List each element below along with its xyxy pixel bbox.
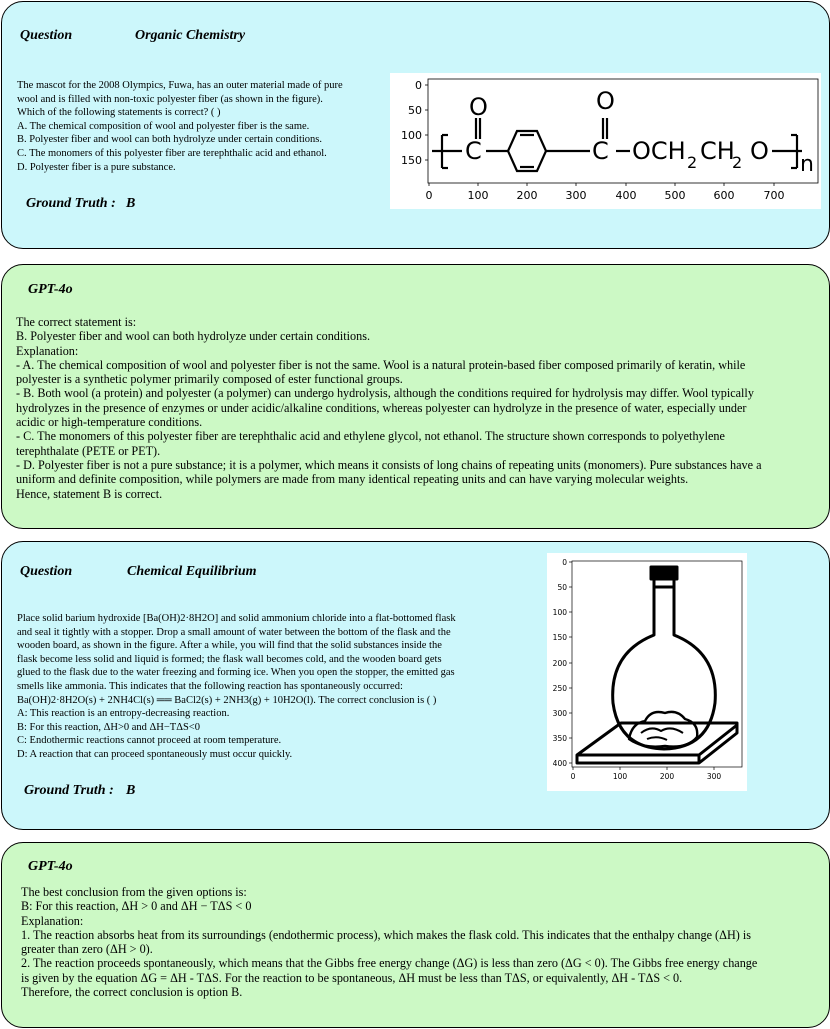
answer-line: hydrolyzes in the presence of enzymes or under acidic/alkaline conditions, whereas polyester can hydrolyze in the presence of water, especially under <box>16 400 747 415</box>
formula-sub-2: 2 <box>732 153 743 172</box>
question-topic: Chemical Equilibrium <box>127 564 257 579</box>
x-tick-label: 200 <box>516 189 538 202</box>
x-tick-label: 500 <box>664 189 686 202</box>
question-line: glued to the flask due to the water freezing and forming ice. When you open the stopper, the emitted gas <box>17 667 455 679</box>
answer-line: B: For this reaction, ΔH > 0 and ΔH − TΔS < 0 <box>21 899 252 914</box>
answer-line: 2. The reaction proceeds spontaneously, which means that the Gibbs free energy change (ΔG) is less than zero (ΔG < 0). The Gibbs free energy change <box>21 956 758 971</box>
ground-truth-label: Ground Truth : <box>24 783 114 798</box>
question-topic: Organic Chemistry <box>135 28 246 43</box>
answer-line: Therefore, the correct conclusion is option B. <box>21 985 243 1000</box>
x-tick-label: 0 <box>570 772 576 781</box>
formula-n: n <box>800 152 814 177</box>
question-label: Question <box>20 28 73 43</box>
x-tick-label: 100 <box>467 189 489 202</box>
question-text <box>17 79 387 174</box>
reaction-equation: Ba(OH)2·8H2O(s) + 2NH4Cl(s) ══ BaCl2(s) + 2NH3(g) + 10H2O(l). The correct conclusion is ( ) <box>17 694 437 706</box>
answer-line: uniform and definite composition, while polymers are made from many identical repeating units and can have varying molecular weights. <box>16 472 689 487</box>
x-axis-ticks <box>429 183 774 186</box>
question-line: wooden board, as shown in the figure. After a while, you will find that the solid substances inside the <box>17 640 442 652</box>
y-tick-label: 350 <box>552 734 567 743</box>
formula-ch: CH <box>700 137 735 165</box>
option-b: B. Polyester fiber and wool can both hydrolyze under certain conditions. <box>17 134 323 146</box>
formula-o-3: O <box>750 137 769 165</box>
y-axis-ticks <box>569 562 572 763</box>
answer-line: - B. Both wool (a protein) and polyester (a polymer) can undergo hydrolysis, although the conditions required for hydrolysis may differ. Wool typically <box>16 386 754 401</box>
y-tick-label: 100 <box>401 129 422 142</box>
question-card-organic <box>1 1 830 249</box>
option-a: A. The chemical composition of wool and polyester fiber is the same. <box>17 120 310 132</box>
y-tick-label: 200 <box>552 659 567 668</box>
answer-text <box>21 885 826 999</box>
ground-truth-label: Ground Truth : <box>26 196 116 211</box>
option-a: A: This reaction is an entropy-decreasing reaction. <box>17 708 230 720</box>
answer-line: - D. Polyester fiber is not a pure substance; it is a polymer, which means it consists of long chains of repeating units (monomers). Pure substances have a <box>16 457 762 472</box>
question-line: wool and is filled with non-toxic polyester fiber (as shown in the figure). <box>17 93 323 105</box>
answer-text <box>16 315 826 501</box>
x-tick-label: 200 <box>659 772 675 781</box>
y-axis-ticks <box>425 85 428 160</box>
option-d: D. Polyester fiber is a pure substance. <box>17 161 176 173</box>
formula-o-2: O <box>596 87 615 115</box>
question-line: The mascot for the 2008 Olympics, Fuwa, has an outer material made of pure <box>17 80 343 91</box>
pet-structure-plot <box>390 73 821 209</box>
x-tick-label: 0 <box>425 189 433 202</box>
pet-structure-figure <box>390 73 821 209</box>
answer-line: is given by the equation ΔG = ΔH - TΔS. For the reaction to be spontaneous, ΔH must be less than TΔS, or equivalently, ΔH - TΔS < 0. <box>21 970 683 985</box>
answer-line: Explanation: <box>16 343 79 358</box>
y-tick-label: 150 <box>401 154 422 167</box>
question-text <box>17 612 497 762</box>
y-tick-label: 250 <box>552 684 567 693</box>
x-tick-label: 400 <box>615 189 637 202</box>
answer-line: polyester is a synthetic polymer primarily composed of ester functional groups. <box>16 372 403 387</box>
answer-card-organic <box>1 264 830 529</box>
option-d: D: A reaction that can proceed spontaneously must occur quickly. <box>17 748 293 760</box>
answer-line: terephthalate (PETE or PET). <box>16 443 161 458</box>
formula-o-1: O <box>469 93 488 121</box>
answer-line: The correct statement is: <box>16 315 137 329</box>
answer-line: greater than zero (ΔH > 0). <box>21 942 153 957</box>
formula-c-1: C <box>465 137 482 165</box>
x-tick-label: 300 <box>706 772 722 781</box>
y-tick-label: 50 <box>408 104 422 117</box>
answer-line: - A. The chemical composition of wool and polyester fiber is not the same. Wool is a natural protein-based fiber composed primarily of keratin, while <box>16 357 746 372</box>
question-line: flask become less solid and liquid is formed; the flask wall becomes cold, and the wooden board gets <box>17 653 442 665</box>
question-line: and seal it tightly with a stopper. Drop a small amount of water between the bottom of the flask and the <box>17 626 451 638</box>
option-c: C: Endothermic reactions cannot proceed at room temperature. <box>17 735 282 747</box>
question-line: Place solid barium hydroxide [Ba(OH)2·8H2O] and solid ammonium chloride into a flat-bottomed flask <box>17 613 456 624</box>
y-tick-label: 50 <box>557 583 567 592</box>
model-label: GPT-4o <box>28 282 73 297</box>
y-tick-label: 150 <box>552 633 567 642</box>
y-tick-label: 0 <box>415 79 422 92</box>
ground-truth-value: B <box>126 196 136 211</box>
y-tick-label: 100 <box>552 608 567 617</box>
option-b: B: For this reaction, ΔH>0 and ΔH−TΔS<0 <box>17 721 200 733</box>
answer-line: 1. The reaction absorbs heat from its surroundings (endothermic process), which makes the flask cold. This indicates that the enthalpy change (ΔH) is <box>21 927 751 942</box>
formula-sub-1: 2 <box>687 153 698 172</box>
question-line: smells like ammonia. This indicates that the following reaction has spontaneously occurred: <box>17 680 403 692</box>
question-line: Which of the following statements is correct? ( ) <box>17 107 221 119</box>
answer-card-equilibrium <box>1 842 830 1028</box>
flask-figure <box>547 553 747 791</box>
option-c: C. The monomers of this polyester fiber are terephthalic acid and ethanol. <box>17 147 327 159</box>
y-tick-label: 300 <box>552 709 567 718</box>
x-axis-ticks <box>573 767 714 770</box>
question-card-equilibrium <box>1 541 830 830</box>
y-tick-label: 400 <box>552 759 567 768</box>
formula-c-2: C <box>592 137 609 165</box>
x-tick-label: 300 <box>565 189 587 202</box>
formula-och: OCH <box>632 137 686 165</box>
answer-line: The best conclusion from the given options is: <box>21 885 247 899</box>
x-tick-label: 700 <box>763 189 785 202</box>
question-label: Question <box>20 564 73 579</box>
y-tick-label: 0 <box>562 558 567 567</box>
ground-truth-value: B <box>126 783 136 798</box>
answer-line: Explanation: <box>21 913 84 928</box>
flask-plot <box>547 553 747 791</box>
answer-line: acidic or high-temperature conditions. <box>16 415 203 430</box>
answer-line: B. Polyester fiber and wool can both hydrolyze under certain conditions. <box>16 329 371 344</box>
x-tick-label: 100 <box>612 772 628 781</box>
model-label: GPT-4o <box>28 859 73 874</box>
x-tick-label: 600 <box>713 189 735 202</box>
answer-line: Hence, statement B is correct. <box>16 486 163 501</box>
answer-line: - C. The monomers of this polyester fiber are terephthalic acid and ethylene glycol, not ethanol. The structure shown corresponds to polyethylene <box>16 429 725 444</box>
